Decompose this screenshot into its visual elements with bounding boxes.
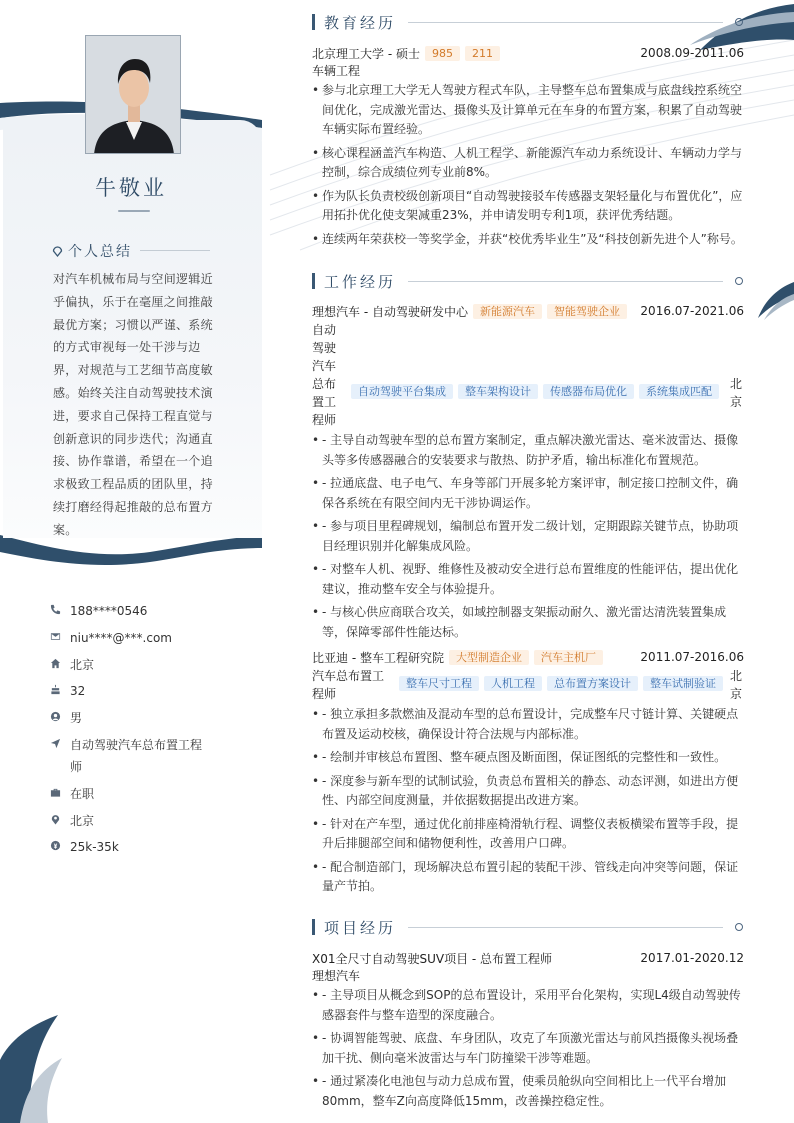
contact-list <box>50 600 250 863</box>
job-location: 北京 <box>730 669 743 701</box>
education-school: 北京理工大学 - 硕士 <box>312 46 420 61</box>
job-skill-tag: 传感器布局优化 <box>543 384 634 399</box>
send-icon <box>50 738 61 749</box>
summary-text: 对汽车机械布局与空间逻辑近乎偏执，乐于在毫厘之间推敲最优方案；习惯以严谨、系统的方式审视每一处干涉与边界，对规范与工艺细节高度敏感。始终关注自动驾驶技术演进，要求自己保持工程直觉与创新意识的同步迭代；沟通直接、协作靠谱，希望在一个追求极致工程品质的团队里，持续打磨经得起推敲的总布置方案。 <box>53 272 213 537</box>
section-dot-icon <box>735 277 743 285</box>
summary-heading <box>52 241 132 261</box>
job-skill-tag: 整车试制验证 <box>643 676 723 691</box>
education-bullet: • 作为队长负责校级创新项目“自动驾驶接驳车传感器支架轻量化与布置优化”，应用拓扑优化使支架减重23%，并申请发明专利1项，获评优秀结题。 <box>312 187 744 226</box>
contact-phone-text: 188****0546 <box>70 604 148 618</box>
job-bullet: • - 配合制造部门，现场解决总布置引起的装配干涉、管线走向冲突等问题，保证量产节拍。 <box>312 858 744 897</box>
contact-position <box>50 734 250 778</box>
cake-icon <box>50 684 61 695</box>
project-section-title: 项目经历 <box>324 918 397 937</box>
contact-email-text: niu****@***.com <box>70 630 172 645</box>
project-date: 2017.01-2020.12 <box>640 951 744 965</box>
job-skill-tag: 人机工程 <box>484 676 542 691</box>
summary-divider <box>140 250 210 251</box>
phone-icon <box>50 604 61 615</box>
job-bullet: • - 独立承担多款燃油及混动车型的总布置设计，完成整车尺寸链计算、关键硬点布置及运动校核，确保设计符合法规与内部标准。 <box>312 705 744 744</box>
job-bullet: • - 拉通底盘、电子电气、车身等部门开展多轮方案评审，制定接口控制文件，确保各系统在有限空间内无干涉协调运作。 <box>312 474 744 513</box>
project-bullets <box>312 986 744 1111</box>
section-bar <box>312 273 315 289</box>
briefcase-icon <box>50 787 61 798</box>
contact-email <box>50 627 250 649</box>
job-position: 自动驾驶汽车总布置工程师 <box>312 323 337 427</box>
section-rule <box>408 927 723 928</box>
candidate-name: 牛敬业 <box>95 176 167 200</box>
education-section-title: 教育经历 <box>324 13 397 32</box>
job-bullet: • - 绘制并审核总布置图、整车硬点图及断面图，保证图纸的完整性和一致性。 <box>312 748 744 768</box>
job-bullets <box>312 431 744 642</box>
pin-outline-icon <box>52 245 63 257</box>
section-bar <box>312 919 315 935</box>
job-date: 2011.07-2016.06 <box>640 650 744 664</box>
job-meta <box>312 667 744 703</box>
gender-icon <box>50 711 61 722</box>
job-bullet: • - 与核心供应商联合攻关，如域控制器支架振动耐久、激光雷达清洗装置集成等，保障零部件性能达标。 <box>312 603 744 642</box>
contact-location <box>50 810 250 832</box>
work-section-header <box>312 270 744 292</box>
education-bullet: • 核心课程涵盖汽车构造、人机工程学、新能源汽车动力系统设计、车辆动力学与控制，综合成绩位列专业前8%。 <box>312 144 744 183</box>
job-skill-tags <box>394 676 723 691</box>
project-entry <box>312 949 744 1115</box>
job-location: 北京 <box>730 377 743 409</box>
job-skill-tag: 系统集成匹配 <box>639 384 719 399</box>
contact-gender <box>50 707 250 729</box>
contact-position-text: 自动驾驶汽车总布置工程师 <box>70 737 203 774</box>
contact-salary <box>50 836 250 858</box>
education-date: 2008.09-2011.06 <box>640 46 744 60</box>
section-bar <box>312 14 315 30</box>
section-rule <box>408 22 723 23</box>
job-header <box>312 302 744 320</box>
education-header <box>312 44 744 62</box>
section-rule <box>408 281 723 282</box>
job-header <box>312 648 744 666</box>
project-company: 理想汽车 <box>312 969 361 983</box>
home-icon <box>50 658 61 669</box>
job-skill-tag: 整车架构设计 <box>458 384 538 399</box>
education-entry <box>312 44 744 253</box>
job-skill-tag: 总布置方案设计 <box>547 676 638 691</box>
salary-icon <box>50 840 61 851</box>
job-bullet: • - 主导自动驾驶车型的总布置方案制定，重点解决激光雷达、毫米波雷达、摄像头等多传感器融合的安装要求与散热、防护矛盾，输出标准化布置规范。 <box>312 431 744 470</box>
job-skill-tag: 整车尺寸工程 <box>399 676 479 691</box>
job-bullet: • - 针对在产车型，通过优化前排座椅滑轨行程、调整仪表板横梁布置等手段，提升后排腿部空间和储物便利性，改善用户口碑。 <box>312 815 744 854</box>
job-company-tag: 智能驾驶企业 <box>547 304 627 319</box>
education-section-header <box>312 11 744 33</box>
job-bullet: • - 参与项目里程碑规划，编制总布置开发二级计划，定期跟踪关键节点，协助项目经理识别并化解集成风险。 <box>312 517 744 556</box>
contact-gender-text: 男 <box>70 711 83 726</box>
education-major: 车辆工程 <box>312 64 361 78</box>
job-bullet: • - 对整车人机、视野、维修性及被动安全进行总布置维度的性能评估，提出优化建议，推动整车安全与体验提升。 <box>312 560 744 599</box>
mail-icon <box>50 631 61 642</box>
contact-salary-text: 25k-35k <box>70 840 119 855</box>
project-header <box>312 949 744 967</box>
job-company: 比亚迪 - 整车工程研究院 <box>312 650 444 665</box>
project-bullet: • - 协调智能驾驶、底盘、车身团队，攻克了车顶激光雷达与前风挡摄像头视场叠加干扰、侧向毫米波雷达与车门防撞梁干涉等难题。 <box>312 1029 744 1068</box>
contact-age-text: 32 <box>70 684 86 699</box>
job-date: 2016.07-2021.06 <box>640 304 744 318</box>
job-company-tag: 新能源汽车 <box>473 304 542 319</box>
education-bullet: • 连续两年荣获校一等奖学金，并获“校优秀毕业生”及“科技创新先进个人”称号。 <box>312 230 744 250</box>
education-tag: 985 <box>425 46 460 61</box>
job-bullet: • - 深度参与新车型的试制试验，负责总布置相关的静态、动态评测，如进出方便性、内部空间度测量，并依据数据提出改进方案。 <box>312 772 744 811</box>
job-entry <box>312 648 744 901</box>
job-bullets <box>312 705 744 897</box>
job-skill-tag: 自动驾驶平台集成 <box>351 384 453 399</box>
project-bullet: • - 通过紧凑化电池包与动力总成布置，使乘员舱纵向空间相比上一代平台增加80mm，整车Z向高度降低15mm，改善操控稳定性。 <box>312 1072 744 1111</box>
education-bullets <box>312 81 744 249</box>
contact-status <box>50 783 250 805</box>
job-company-tag: 汽车主机厂 <box>534 650 603 665</box>
job-entry <box>312 302 744 646</box>
contact-status-text: 在职 <box>70 786 95 801</box>
project-bullet: • - 主导项目从概念到SOP的总布置设计，采用平台化架构，实现L4级自动驾驶传感器套件与整车造型的深度融合。 <box>312 986 744 1025</box>
education-bullet: • 参与北京理工大学无人驾驶方程式车队，主导整车总布置集成与底盘线控系统空间优化，完成激光雷达、摄像头及计算单元在车身的布置方案，积累了自动驾驶车辆实际布置经验。 <box>312 81 744 140</box>
name-underline <box>118 210 150 212</box>
contact-age <box>50 680 250 702</box>
job-meta <box>312 321 744 429</box>
location-icon <box>50 814 61 825</box>
contact-phone <box>50 600 250 622</box>
job-company-tag: 大型制造企业 <box>449 650 529 665</box>
contact-home <box>50 654 250 676</box>
work-section-title: 工作经历 <box>324 272 397 291</box>
project-section-header <box>312 916 744 938</box>
job-company: 理想汽车 - 自动驾驶研发中心 <box>312 304 468 319</box>
section-dot-icon <box>735 923 743 931</box>
section-dot-icon <box>735 18 743 26</box>
contact-home-text: 北京 <box>70 657 95 672</box>
job-position: 汽车总布置工程师 <box>312 669 385 701</box>
summary-title: 个人总结 <box>68 244 132 260</box>
project-name: X01全尺寸自动驾驶SUV项目 - 总布置工程师 <box>312 951 553 966</box>
contact-location-text: 北京 <box>70 813 95 828</box>
profile-photo <box>85 35 181 154</box>
job-skill-tags <box>346 384 719 399</box>
education-tag: 211 <box>465 46 500 61</box>
